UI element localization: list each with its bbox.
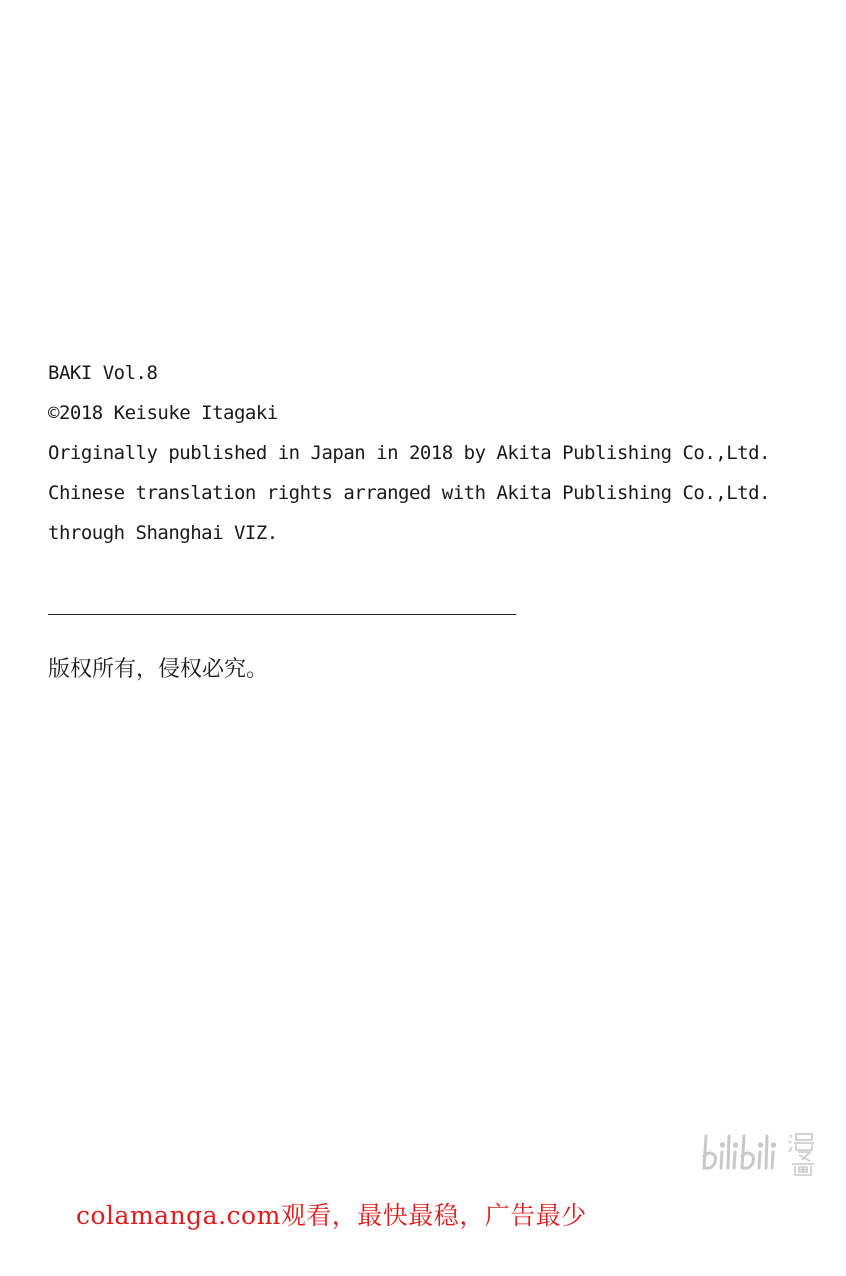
rights-notice: 版权所有，侵权必究。 [48, 657, 269, 682]
credit-copyright: ©2018 Keisuke Itagaki [48, 402, 278, 424]
credits-block [48, 360, 770, 560]
credit-translation-rights: Chinese translation rights arranged with Akita Publishing Co.,Ltd. [48, 482, 770, 504]
promo-text: colamanga.com观看，最快最稳，广告最少 [76, 1201, 587, 1230]
bilibili-manga-logo-icon [700, 1130, 818, 1176]
credit-original-publication: Originally published in Japan in 2018 by Akita Publishing Co.,Ltd. [48, 442, 770, 464]
divider-line [48, 614, 516, 615]
credit-title: BAKI Vol.8 [48, 362, 158, 384]
credit-agency: through Shanghai VIZ. [48, 522, 278, 544]
